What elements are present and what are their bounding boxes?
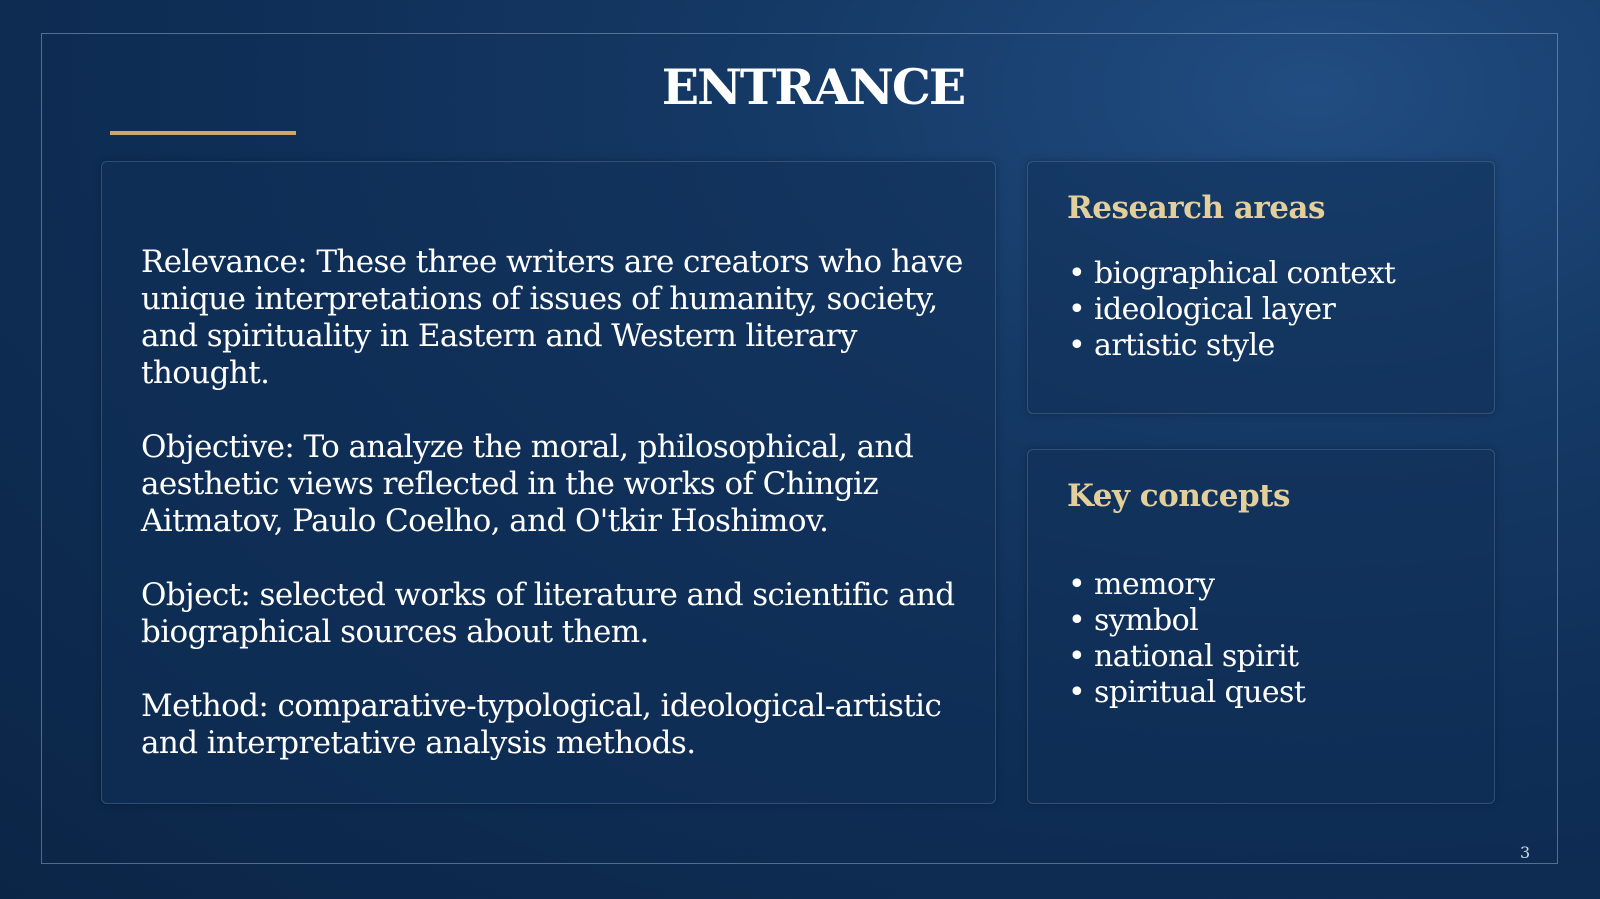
slide-title: ENTRANCE <box>661 58 965 116</box>
list-item: • symbol <box>1068 603 1199 638</box>
relevance-paragraph: Relevance: These three writers are creators who have unique interpretations of issues of humanity, society, and spirituality in Eastern and Western literary thought. <box>141 244 963 391</box>
key-concepts-heading: Key concepts <box>1067 478 1290 514</box>
list-item: • artistic style <box>1068 328 1275 363</box>
main-content-text <box>141 244 971 799</box>
list-item: • memory <box>1068 567 1215 602</box>
objective-paragraph: Objective: To analyze the moral, philosophical, and aesthetic views reflected in the works of Chingiz Aitmatov, Paulo Coelho, and O'tkir Hoshimov. <box>141 429 914 539</box>
object-paragraph: Object: selected works of literature and scientific and biographical sources about them. <box>141 577 955 650</box>
list-item: • spiritual quest <box>1068 675 1306 710</box>
list-item: • ideological layer <box>1068 292 1336 327</box>
list-item: • biographical context <box>1068 256 1396 291</box>
list-item: • national spirit <box>1068 639 1299 674</box>
key-concepts-list <box>1068 567 1305 711</box>
page-number: 3 <box>1520 843 1531 862</box>
method-paragraph: Method: comparative-typological, ideological-artistic and interpretative analysis methods. <box>141 688 942 761</box>
title-accent-line <box>110 131 296 135</box>
research-areas-heading: Research areas <box>1067 190 1325 226</box>
research-areas-list <box>1068 256 1395 364</box>
